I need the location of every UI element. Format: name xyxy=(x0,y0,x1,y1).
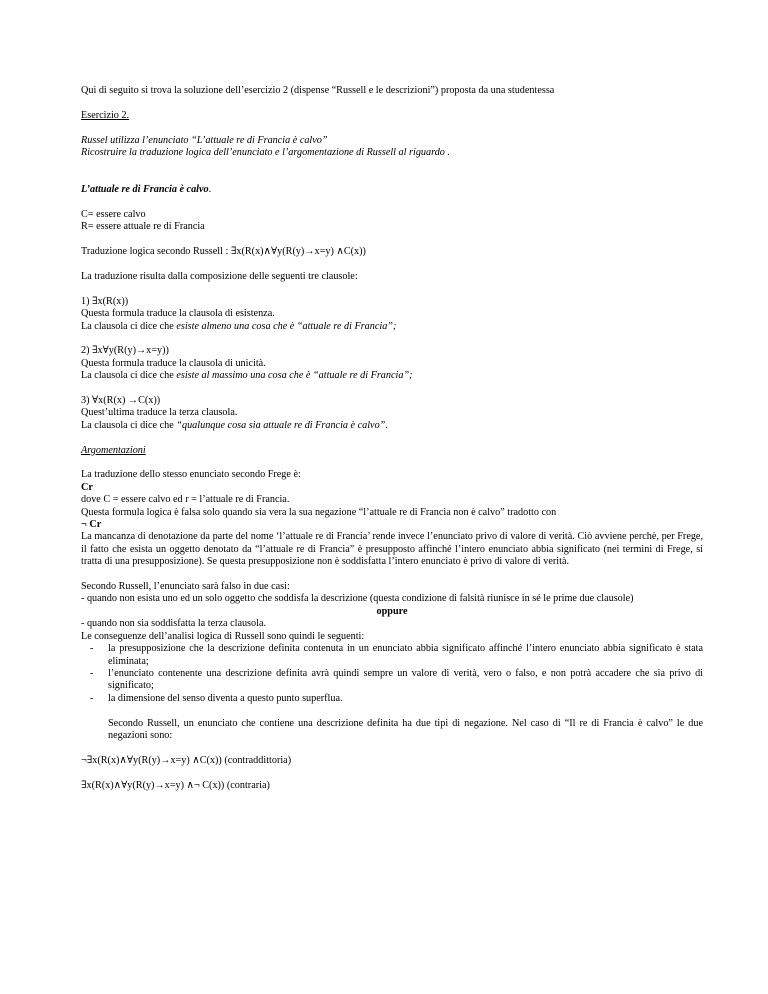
clause-2-formula: 2) ∃x∀y(R(y)→x=y)) xyxy=(81,345,169,357)
clause-1-description: Questa formula traduce la clausola di esistenza. xyxy=(81,308,275,320)
document-page xyxy=(81,85,703,792)
negation-intro: Secondo Russell, un enunciato che contiene una descrizione definita ha due tipi di negazione. Nel caso di “Il re di Francia è calvo” le due negazioni sono: xyxy=(108,717,703,741)
exercise-title: Esercizio 2. xyxy=(81,109,130,121)
clause-1-meaning-italic: esiste almeno una cosa che è “attuale re di Francia”; xyxy=(176,320,397,332)
sentence-heading-dot: . xyxy=(208,184,212,196)
composition-text: La traduzione risulta dalla composizione delle seguenti tre clausole: xyxy=(81,271,358,282)
clause-2-meaning-plain: La clausola ci dice che xyxy=(81,370,177,382)
negation-contrary: ∃x(R(x)∧∀y(R(y)→x=y) ∧¬ C(x)) (contraria) xyxy=(81,779,270,791)
definition-c: C= essere calvo xyxy=(81,209,146,220)
definition-r: R= essere attuale re di Francia xyxy=(81,221,205,233)
frege-formula: Cr xyxy=(81,481,93,493)
frege-definition: dove C = essere calvo ed r = l’attuale re di Francia. xyxy=(81,494,290,506)
consequences-intro: Le conseguenze dell’analisi logica di Russell sono quindi le seguenti: xyxy=(81,630,365,642)
russell-false-cases: Secondo Russell, l’enunciato sarà falso in due casi: xyxy=(81,581,290,593)
negation-contradictory: ¬∃x(R(x)∧∀y(R(y)→x=y) ∧C(x)) (contraddittoria) xyxy=(81,754,292,766)
clause-2-meaning-italic: esiste al massimo una cosa che è “attuale re di Francia”; xyxy=(176,370,413,382)
frege-intro: La traduzione dello stesso enunciato secondo Frege è: xyxy=(81,469,301,481)
false-case-1: - quando non esista uno ed un solo oggetto che soddisfa la descrizione (questa condizione di falsità riunisce in sé le prime due clausole) xyxy=(81,593,634,605)
clause-1-meaning-plain: La clausola ci dice che xyxy=(81,320,177,332)
argomentazioni-heading: Argomentazioni xyxy=(81,444,146,456)
frege-negation-formula: ¬ Cr xyxy=(81,519,102,531)
clause-1-formula: 1) ∃x(R(x)) xyxy=(81,295,129,307)
frege-paragraph: La mancanza di denotazione da parte del nome ‘l’attuale re di Francia’ rende invece l’enunciato privo di valore di verità. Ciò avviene perchè, per Frege, il fatto che esista un oggetto denotato da “l’attuale re di Francia” è presupposto affinché l’intero enunciato abbia significato (nei termini di Frege, si tratta di una presupposizione). Se questa presupposizione non è soddisfatta l’intero enunciato è privo di valore di verità. xyxy=(81,531,703,568)
sentence-heading-text: L’attuale re di Francia è calvo xyxy=(81,184,209,196)
consequence-item: - la dimensione del senso diventa a questo punto superflua. xyxy=(81,693,703,705)
clause-3-meaning-italic: “qualunque cosa sia attuale re di Francia è calvo”. xyxy=(176,419,388,431)
clause-3-meaning xyxy=(81,420,703,432)
clause-3-meaning-plain: La clausola ci dice che xyxy=(81,419,177,431)
clause-2-meaning xyxy=(81,370,703,382)
consequence-item: - l’enunciato contenente una descrizione definita avrà quindi sempre un valore di verità, vero o falso, e non potrà accadere che sia privo di significato; xyxy=(81,668,703,693)
false-case-2: - quando non sia soddisfatta la terza clausola. xyxy=(81,618,267,630)
consequences-list xyxy=(81,643,703,705)
clause-2-description: Questa formula traduce la clausola di unicità. xyxy=(81,357,266,369)
consequence-item: - la presupposizione che la descrizione definita contenuta in un enunciato abbia significato affinché l’intero enunciato abbia significato è stata eliminata; xyxy=(81,643,703,668)
clause-1-meaning xyxy=(81,321,703,333)
clause-3-description: Quest’ultima traduce la terza clausola. xyxy=(81,407,238,419)
task-line-2: Ricostruire la traduzione logica dell’enunciato e l’argomentazione di Russell al riguardo . xyxy=(81,147,450,158)
oppure-connector: oppure xyxy=(376,605,408,617)
clause-3-formula: 3) ∀x(R(x) →C(x)) xyxy=(81,395,161,407)
frege-false-condition: Questa formula logica è falsa solo quando sia vera la sua negazione “l’attuale re di Francia non è calvo” tradotto con xyxy=(81,506,557,518)
task-line-1: Russel utilizza l’enunciato “L’attuale re di Francia è calvo” xyxy=(81,134,328,146)
sentence-heading xyxy=(81,184,703,196)
russell-translation: Traduzione logica secondo Russell : ∃x(R(x)∧∀y(R(y)→x=y) ∧C(x)) xyxy=(81,246,366,258)
intro-text: Qui di seguito si trova la soluzione dell’esercizio 2 (dispense “Russell e le descrizioni”) proposta da una studentessa xyxy=(81,85,555,96)
